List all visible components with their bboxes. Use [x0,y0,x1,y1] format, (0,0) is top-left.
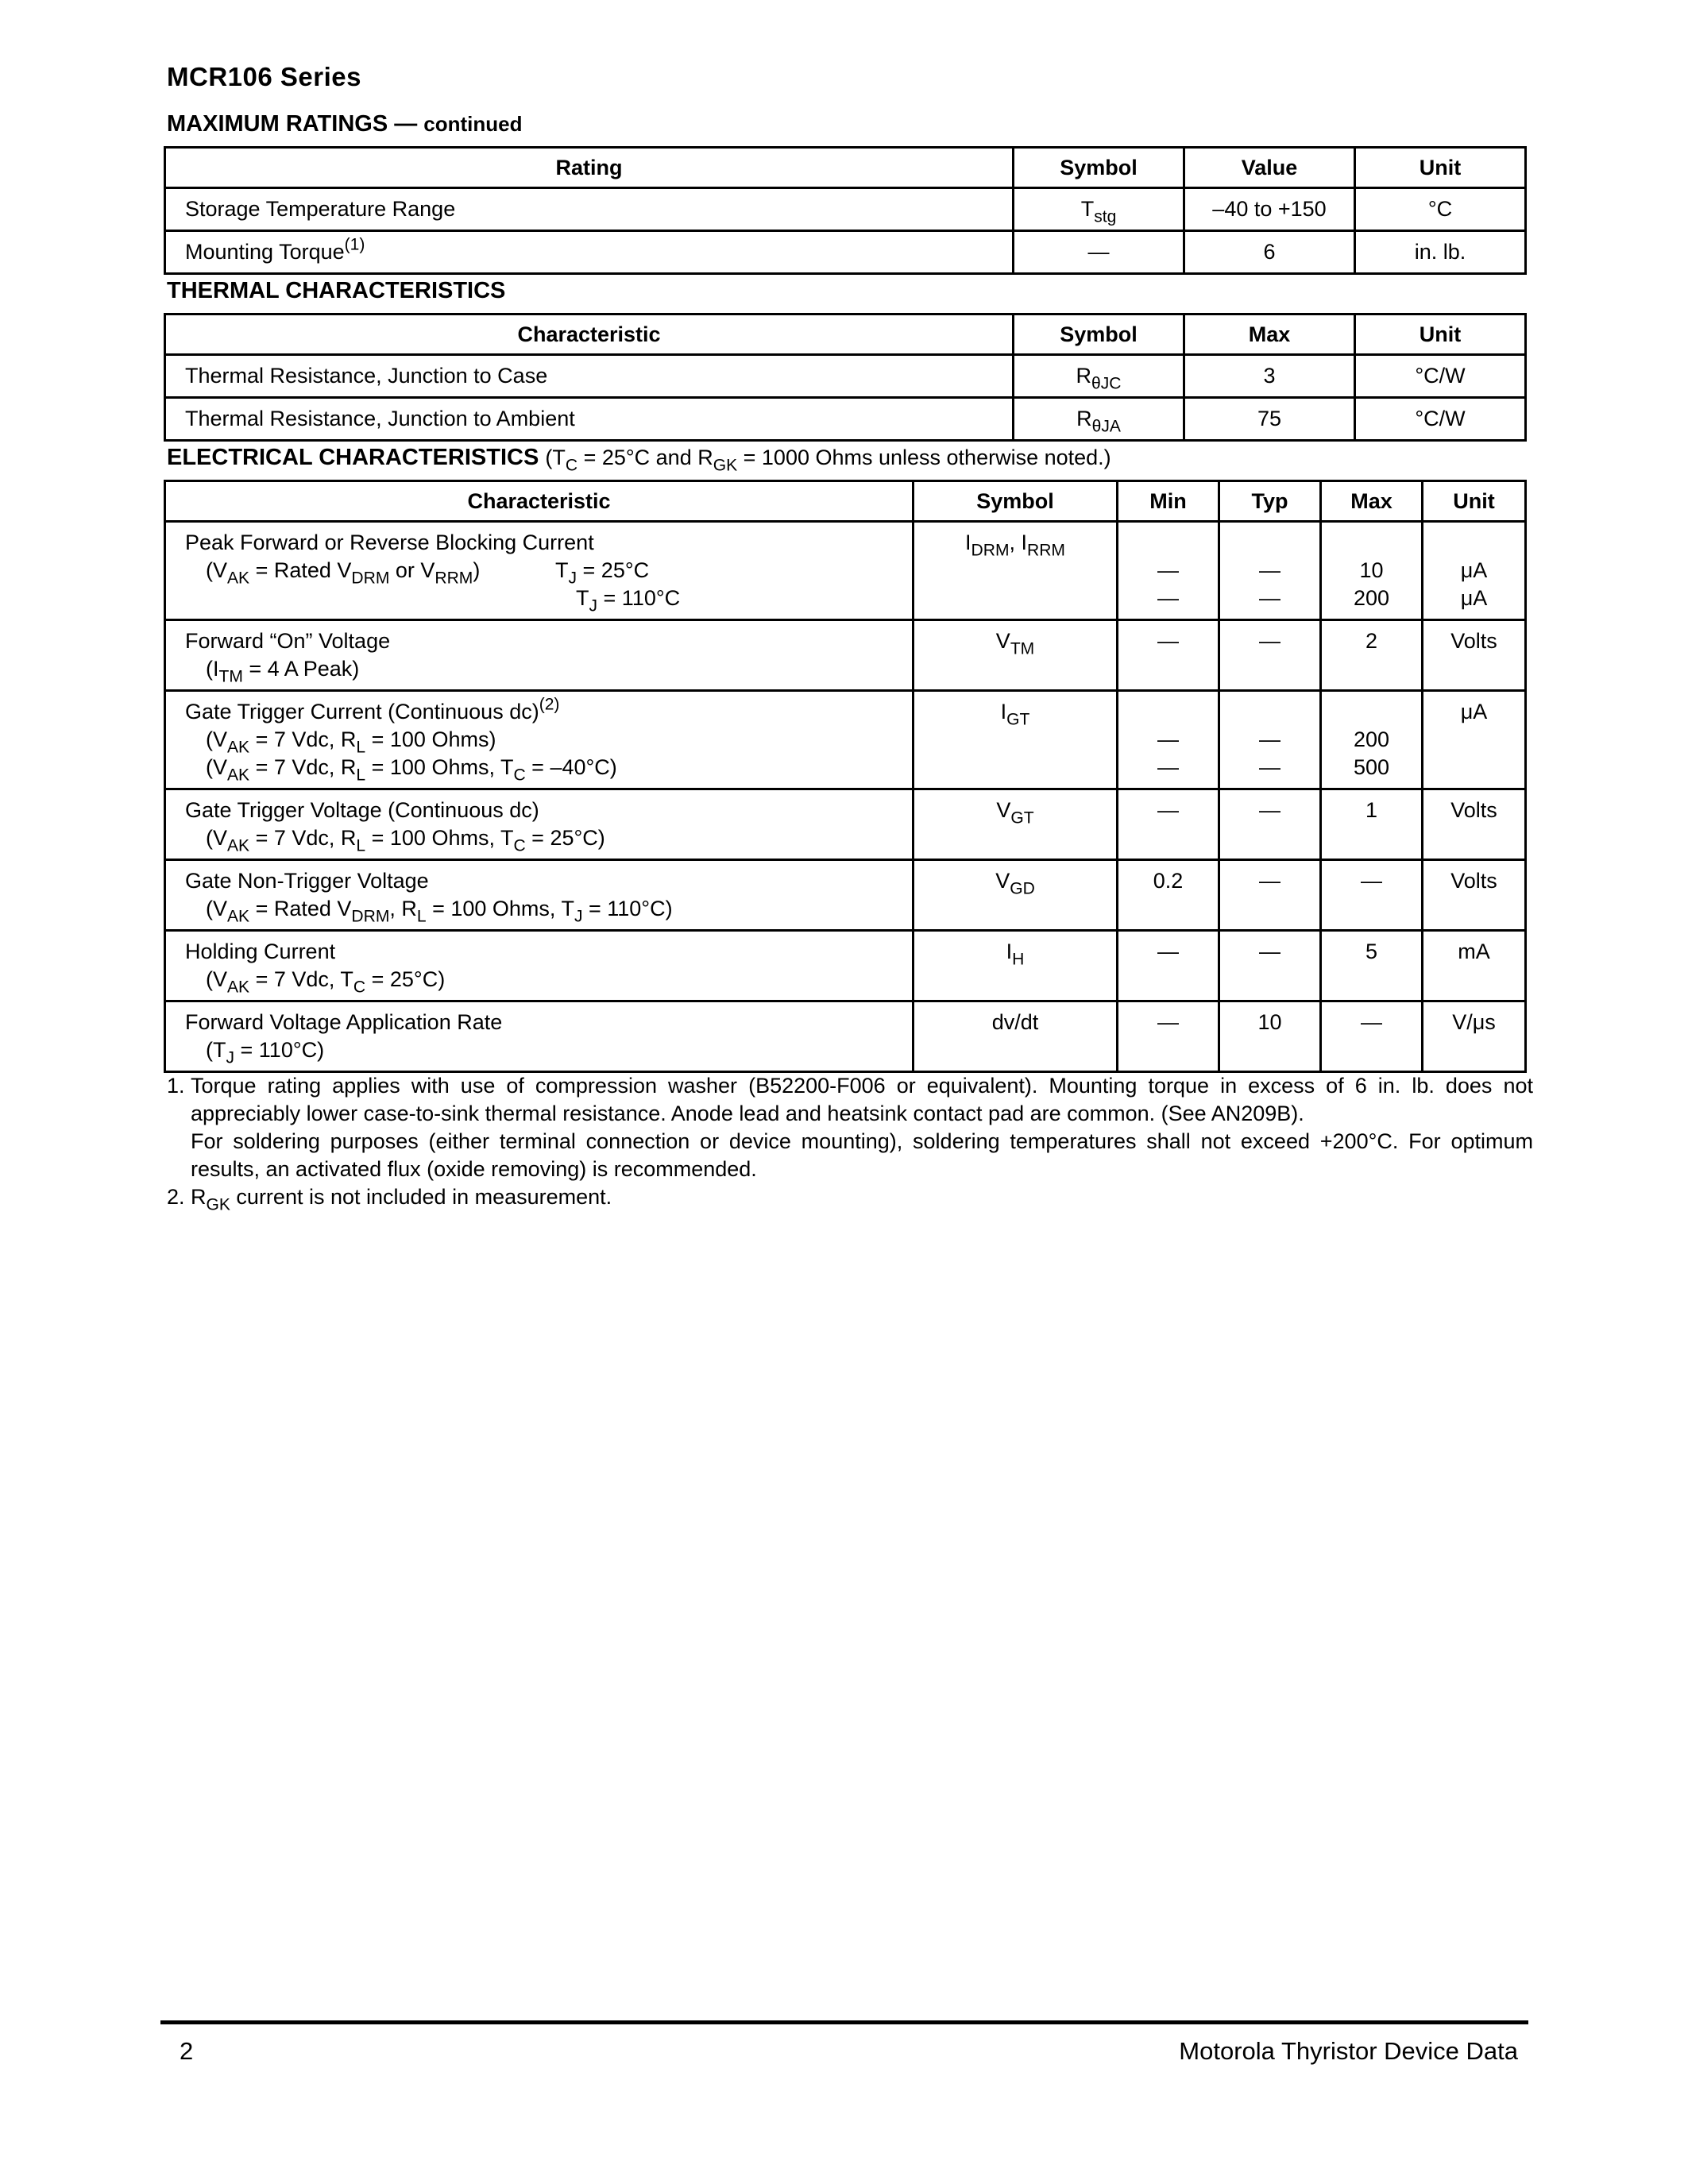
max-cell: 200 500 [1321,691,1423,789]
max-cell: 3 [1184,355,1355,398]
table-header-row [165,148,1526,188]
column-header: Characteristic [165,481,914,522]
footer-publication: Motorola Thyristor Device Data [1179,2037,1518,2065]
symbol-cell: $I_{DRM}$, $I_{RRM}$ [914,522,1118,620]
unit-cell: μA [1423,691,1526,789]
min-cell: — [1118,931,1219,1001]
column-header: Value [1184,148,1355,188]
unit-cell: mA [1423,931,1526,1001]
table-row [165,1001,1526,1072]
table-row [165,931,1526,1001]
footnotes [167,1072,1533,1214]
typ-cell: — [1219,860,1321,931]
column-header: Symbol [1014,148,1184,188]
max-cell: 5 [1321,931,1423,1001]
table-row [165,620,1526,691]
unit-cell: V/μs [1423,1001,1526,1072]
unit-cell: °C/W [1355,398,1526,441]
column-header: Symbol [914,481,1118,522]
characteristic-cell: Thermal Resistance, Junction to Ambient [165,398,1014,441]
table-row [165,398,1526,441]
characteristic-cell: Peak Forward or Reverse Blocking Current ($V_{AK}$ = Rated $V_{DRM}$ or $V_{RRM}$) $T_J = 25^\circ C$ $T_J = 110^\circ C$ [165,522,914,620]
symbol-cell: $V_{GD}$ [914,860,1118,931]
table-row [165,522,1526,620]
max-cell: 10 200 [1321,522,1423,620]
table-row [165,860,1526,931]
column-header: Rating [165,148,1014,188]
column-header: Characteristic [165,314,1014,355]
symbol-cell: — [1014,231,1184,274]
unit-cell: μA μA [1423,522,1526,620]
table-header-row [165,314,1526,355]
characteristic-cell: Gate Trigger Current (Continuous dc)$^{(2)}$ ($V_{AK} = 7$ Vdc, $R_L = 100$ Ohms) ($V_{AK} = 7$ Vdc, $R_L = 100$ Ohms, $T_C = -40^\circ C$) [165,691,914,789]
table-row [165,789,1526,860]
table-header-row [165,481,1526,522]
max-ratings-heading [167,111,523,137]
min-cell: — [1118,620,1219,691]
column-header: Typ [1219,481,1321,522]
min-cell: 0.2 [1118,860,1219,931]
symbol-cell: $I_{GT}$ [914,691,1118,789]
max-ratings-suffix: continued [423,112,523,136]
max-ratings-title: MAXIMUM RATINGS — [167,111,418,137]
unit-cell: °C/W [1355,355,1526,398]
column-header: Symbol [1014,314,1184,355]
symbol-cell: $V_{TM}$ [914,620,1118,691]
thermal-heading: THERMAL CHARACTERISTICS [167,278,506,303]
unit-cell: in. lb. [1355,231,1526,274]
typ-cell: — [1219,789,1321,860]
unit-cell: Volts [1423,789,1526,860]
page-number: 2 [180,2037,194,2065]
unit-cell: Volts [1423,860,1526,931]
max-cell: — [1321,860,1423,931]
footnote-1: 1. Torque rating applies with use of compression washer (B52200-F006 or equivalent). Mounting torque in excess of 6 in. lb. does not appreciably lower case-to-sink thermal resistance. Anode lead and heatsink contact pad are common. (See AN209B). For soldering purposes (either terminal connection or device mounting), soldering temperatures shall not exceed +200°C. For optimum results, an activated flux (oxide removing) is recommended. [167,1074,1533,1181]
column-header: Unit [1355,314,1526,355]
symbol-cell: $I_H$ [914,931,1118,1001]
characteristic-cell: Thermal Resistance, Junction to Case [165,355,1014,398]
unit-cell: °C [1355,188,1526,231]
symbol-cell: $R_{\theta JA}$ [1014,398,1184,441]
symbol-cell: dv/dt [914,1001,1118,1072]
column-header: Unit [1355,148,1526,188]
min-cell: — — [1118,522,1219,620]
typ-cell: — — [1219,691,1321,789]
symbol-cell: $V_{GT}$ [914,789,1118,860]
min-cell: — [1118,1001,1219,1072]
footnote-2: 2. $R_{GK}$ current is not included in measurement. [167,1185,612,1214]
characteristic-cell: Gate Trigger Voltage (Continuous dc) ($V_{AK} = 7$ Vdc, $R_L = 100$ Ohms, $T_C = 25^\circ C$) [165,789,914,860]
min-cell: — [1118,789,1219,860]
rating-cell: Storage Temperature Range [165,188,1014,231]
characteristic-cell: Gate Non-Trigger Voltage ($V_{AK}$ = Rated $V_{DRM}$, $R_L = 100$ Ohms, $T_J = 110^\circ C$) [165,860,914,931]
characteristic-cell: Forward “On” Voltage ($I_{TM} = 4$ A Peak) [165,620,914,691]
symbol-cell: $R_{\theta JC}$ [1014,355,1184,398]
typ-cell: — — [1219,522,1321,620]
column-header: Unit [1423,481,1526,522]
footer-divider [160,2020,1528,2024]
electrical-title: ELECTRICAL CHARACTERISTICS [167,445,539,470]
max-cell: 75 [1184,398,1355,441]
typ-cell: 10 [1219,1001,1321,1072]
column-header: Min [1118,481,1219,522]
electrical-table [164,480,1527,1073]
electrical-heading [167,445,1111,475]
min-cell: — — [1118,691,1219,789]
characteristic-cell: Holding Current ($V_{AK} = 7$ Vdc, $T_C = 25^\circ C$) [165,931,914,1001]
page-title: MCR106 Series [167,62,361,91]
thermal-table [164,313,1527,442]
electrical-conditions-note: ($T_C = 25^\circ C$ and $R_{GK} = 1000$ Ohms unless otherwise noted.) [545,446,1111,475]
column-header: Max [1184,314,1355,355]
characteristic-cell: Forward Voltage Application Rate $(T_J = 110^\circ C)$ [165,1001,914,1072]
value-cell: 6 [1184,231,1355,274]
table-row [165,231,1526,274]
value-cell: –40 to +150 [1184,188,1355,231]
rating-cell: Mounting Torque$^{(1)}$ [165,231,1014,274]
table-row [165,188,1526,231]
symbol-cell: $T_{stg}$ [1014,188,1184,231]
table-row [165,691,1526,789]
max-ratings-table [164,146,1527,275]
max-cell: 1 [1321,789,1423,860]
typ-cell: — [1219,620,1321,691]
typ-cell: — [1219,931,1321,1001]
max-cell: 2 [1321,620,1423,691]
unit-cell: Volts [1423,620,1526,691]
column-header: Max [1321,481,1423,522]
table-row [165,355,1526,398]
max-cell: — [1321,1001,1423,1072]
